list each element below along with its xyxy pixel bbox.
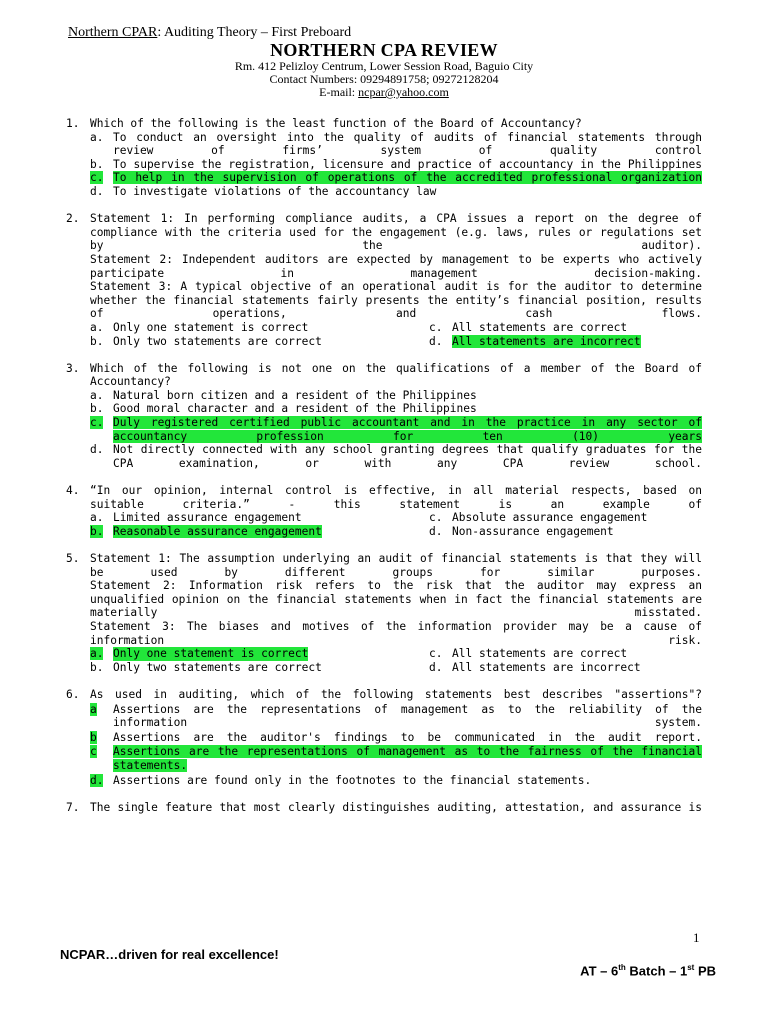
option-letter: c. xyxy=(429,511,443,525)
option-text: Only two statements are correct xyxy=(113,660,322,674)
question-text: Which of the following is the least function of the Board of Accountancy? xyxy=(90,117,582,130)
option-text: All statements are incorrect xyxy=(452,660,641,674)
option-c-answer xyxy=(90,416,702,443)
batch-ordinal: st xyxy=(687,963,695,972)
page-title: NORTHERN CPA REVIEW xyxy=(270,40,498,60)
option-text: Assertions are found only in the footnotes to the financial statements. xyxy=(113,773,592,787)
option-a-answer xyxy=(90,647,429,661)
option-text: All statements are correct xyxy=(452,647,628,661)
option-text: Not directly connected with any school granting degrees that qualify graduates for the CPA examination, or with any CPA review school. xyxy=(113,443,702,470)
option-a xyxy=(90,511,429,525)
question-number: 5. xyxy=(66,552,80,565)
question-text: “In our opinion, internal control is effective, in all material respects, based on suitable criteria.” - this statement is an example of xyxy=(90,484,702,511)
statement-3: Statement 3: A typical objective of an operational audit is for the auditor to determine whether the financial statements fairly presents the entity’s financial position, results of operations, and cash flows. xyxy=(90,280,702,321)
answer-text-highlighted: To help in the supervision of operations of the accredited professional organization xyxy=(113,171,702,185)
question-2 xyxy=(66,212,702,348)
option-a xyxy=(90,131,702,158)
header-address: Rm. 412 Pelizloy Centrum, Lower Session Road, Baguio City xyxy=(234,59,534,73)
option-text: All statements are correct xyxy=(452,320,628,334)
answer-letter: c. xyxy=(90,171,104,185)
header-email-line xyxy=(0,86,768,99)
option-d xyxy=(429,525,702,539)
question-text: Which of the following is not one on the qualifications of a member of the Board of Accountancy? xyxy=(90,361,702,389)
option-b xyxy=(90,158,702,172)
option-text: Natural born citizen and a resident of the Philippines xyxy=(113,388,477,402)
question-number: 3. xyxy=(66,361,80,375)
option-letter: b. xyxy=(90,334,104,348)
option-c xyxy=(429,321,702,335)
footer-slogan: NCPAR…driven for real excellence! xyxy=(60,947,279,962)
answer-letter: b. xyxy=(90,524,104,538)
question-5 xyxy=(66,552,702,674)
answer-text-highlighted: Only one statement is correct xyxy=(113,647,309,661)
header-email-link[interactable]: ncpar@yahoo.com xyxy=(358,85,449,99)
option-text: To supervise the registration, licensure and practice of accountancy in the Philippines xyxy=(113,157,702,171)
option-text: Limited assurance engagement xyxy=(113,511,302,525)
question-3 xyxy=(66,362,702,471)
option-c xyxy=(429,647,702,661)
statement-2: Statement 2: Information risk refers to the risk that the auditor may express an unqualified opinion on the financial statements when in fact the financial statements are materially misstated. xyxy=(90,579,702,620)
option-c xyxy=(429,511,702,525)
option-letter: b. xyxy=(90,660,104,674)
option-letter-highlighted: b xyxy=(90,730,97,744)
footer-batch xyxy=(580,963,716,978)
option-letter: d. xyxy=(90,184,104,198)
option-letter: c. xyxy=(429,647,443,661)
question-number: 2. xyxy=(66,212,80,226)
option-letter: d. xyxy=(429,660,443,674)
option-c-answer xyxy=(90,745,702,772)
option-d xyxy=(90,185,702,199)
question-number: 6. xyxy=(66,687,80,701)
option-text: Only one statement is correct xyxy=(113,320,309,334)
question-list xyxy=(66,117,702,828)
statement-1: Statement 1: In performing compliance audits, a CPA issues a report on the degree of compliance with the criteria used for the engagement (e.g. laws, rules or regulations set by the auditor). xyxy=(90,212,702,253)
option-letter: b. xyxy=(90,402,104,416)
header-subject: : Auditing Theory – First Preboard xyxy=(157,25,352,40)
header-email-label: E-mail: xyxy=(319,85,359,99)
option-letter: a. xyxy=(90,388,104,402)
option-letter-highlighted: d. xyxy=(90,773,104,787)
option-text: Good moral character and a resident of the Philippines xyxy=(113,402,477,416)
answer-text-highlighted: All statements are incorrect xyxy=(452,334,641,348)
batch-ordinal: th xyxy=(618,963,626,972)
answer-text-highlighted: Reasonable assurance engagement xyxy=(113,524,322,538)
option-b xyxy=(90,402,702,416)
option-b xyxy=(90,661,429,675)
option-d xyxy=(90,774,702,788)
option-b xyxy=(90,335,429,349)
answer-letter: a. xyxy=(90,647,104,661)
batch-prefix: AT – 6 xyxy=(580,963,619,979)
batch-suffix: PB xyxy=(694,963,716,979)
statement-2: Statement 2: Independent auditors are expected by management to be experts who actively participate in management decision-making. xyxy=(90,252,702,280)
statement-3: Statement 3: The biases and motives of the information provider may be a cause of information risk. xyxy=(90,619,702,647)
batch-middle: Batch – 1 xyxy=(625,963,688,979)
option-b xyxy=(90,731,702,745)
question-number: 7. xyxy=(66,800,80,814)
option-d xyxy=(90,443,702,470)
option-letter: d. xyxy=(429,334,443,348)
option-text: Non-assurance engagement xyxy=(452,524,614,538)
option-letter: b. xyxy=(90,157,104,171)
option-b-answer xyxy=(90,525,429,539)
option-a xyxy=(90,389,702,403)
option-letter: a. xyxy=(90,511,104,525)
answer-letter: c xyxy=(90,745,97,759)
option-text: Assertions are the representations of management as to the reliability of the information system. xyxy=(113,702,702,730)
question-6 xyxy=(66,688,702,787)
option-letter: d. xyxy=(90,443,104,457)
answer-text-highlighted: Duly registered certified public accountant and in the practice in any sector of accountancy profession for ten (10) years xyxy=(113,416,702,443)
option-a xyxy=(90,703,702,730)
question-text: The single feature that most clearly distinguishes auditing, attestation, and assurance is xyxy=(90,800,702,814)
option-text: To conduct an oversight into the quality of audits of financial statements through review of firms’ system of quality control xyxy=(113,130,702,158)
option-text: Assertions are the auditor's findings to be communicated in the audit report. xyxy=(113,730,702,744)
page-number: 1 xyxy=(693,930,700,945)
question-7 xyxy=(66,801,702,815)
question-text: As used in auditing, which of the following statements best describes "assertions"? xyxy=(90,687,702,701)
document-header xyxy=(68,25,351,41)
option-text: Absolute assurance engagement xyxy=(452,511,648,525)
option-letter: a. xyxy=(90,320,104,334)
header-org: Northern CPAR xyxy=(68,25,158,40)
option-letter: d. xyxy=(429,524,443,538)
option-letter: c. xyxy=(429,320,443,334)
option-letter-highlighted: a xyxy=(90,702,97,716)
option-a xyxy=(90,321,429,335)
statement-1: Statement 1: The assumption underlying an audit of financial statements is that they will be used by different groups for similar purposes. xyxy=(90,552,702,579)
option-text: To investigate violations of the accountancy law xyxy=(113,184,437,198)
option-d xyxy=(429,661,702,675)
question-number: 4. xyxy=(66,484,80,498)
option-letter: a. xyxy=(90,130,104,144)
question-number: 1. xyxy=(66,117,80,130)
option-text: Only two statements are correct xyxy=(113,334,322,348)
option-d-answer xyxy=(429,335,702,349)
answer-letter: c. xyxy=(90,416,104,430)
option-c-answer xyxy=(90,171,702,185)
header-contact: Contact Numbers: 09294891758; 09272128204 xyxy=(269,72,499,86)
question-4 xyxy=(66,484,702,538)
answer-text-highlighted: Assertions are the representations of management as to the fairness of the financial statements. xyxy=(113,745,702,772)
question-1 xyxy=(66,117,702,199)
